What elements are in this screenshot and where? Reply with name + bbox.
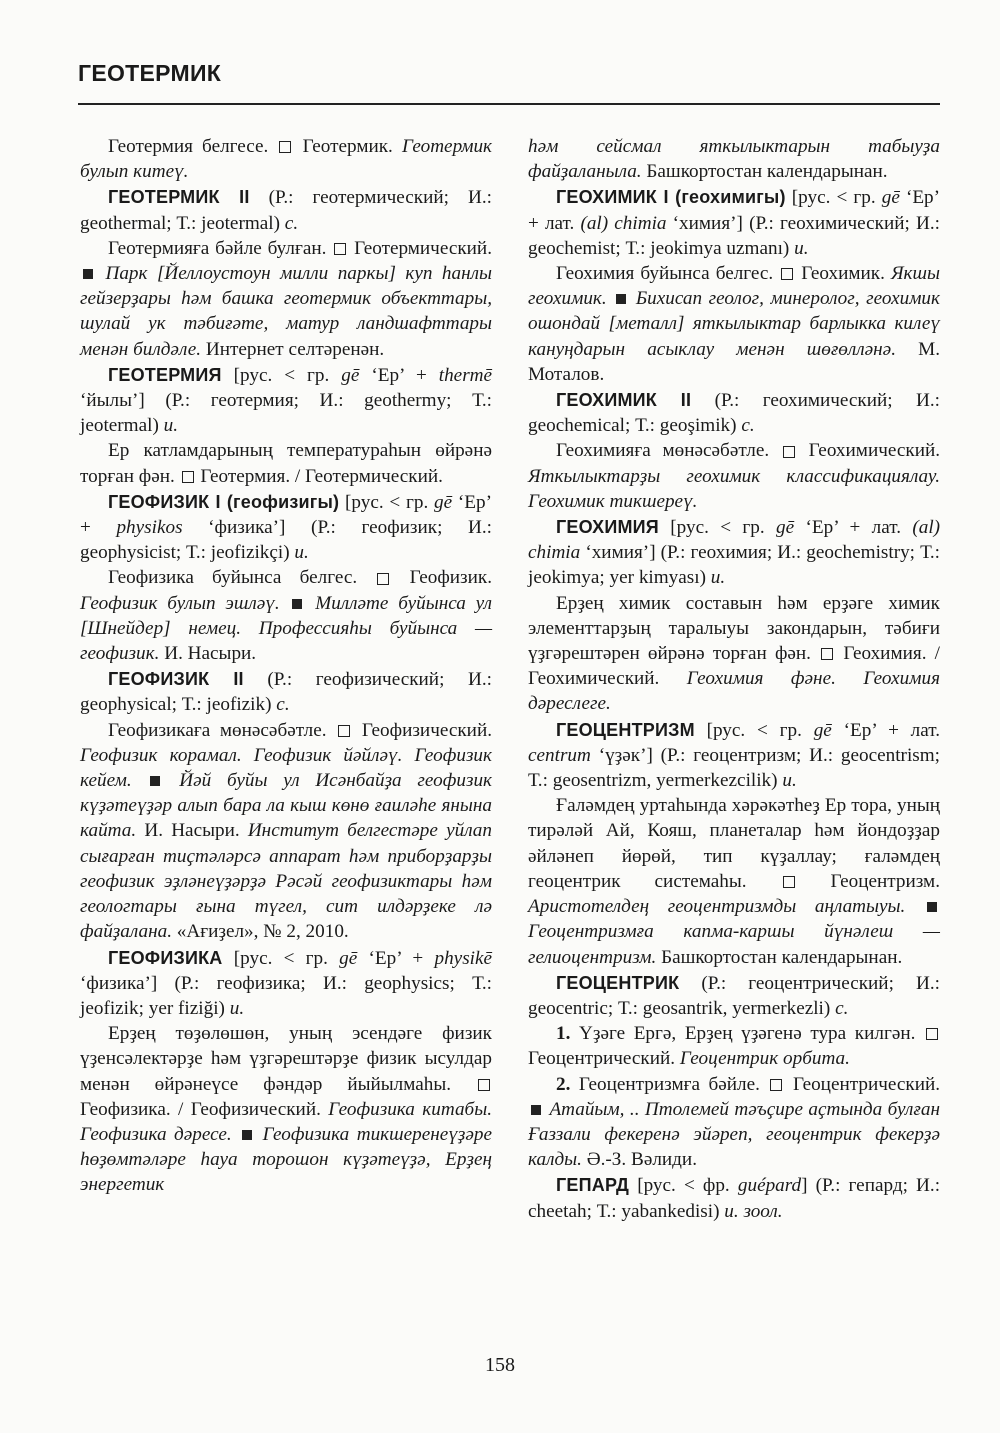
black-square-icon [150,776,160,786]
citation-quote: һәм сейсмал яткылыктарын табыуҙа файҙаланыла. [528,136,940,183]
etymology: [рус. < гр. [791,187,876,209]
headword: ГЕОХИМИК I (геохимигы) [556,187,786,208]
black-square-icon [83,269,93,279]
headword: ГЕОХИМИЯ [556,517,659,538]
white-square-icon [279,141,291,153]
entry-geotermiya-def [80,438,492,488]
etymology: [рус. < гр. [345,491,429,513]
white-square-icon [783,446,795,458]
sense-number: 1. [556,1023,571,1045]
white-square-icon [478,1079,490,1091]
derived-term: Геоцентрический. [528,1048,676,1070]
part-of-speech: и. [294,542,309,564]
definition-text: Геоцентризмға бәйле. [578,1073,760,1095]
white-square-icon [770,1079,782,1091]
usage-example: Яткылыктарҙы геохимик классификациялау. Геохимик тикшереү. [528,465,940,512]
etymon: gē [813,719,832,741]
running-head-title: ГЕОТЕРМИК [78,60,222,86]
entry-geoximiya [528,515,940,591]
entry-geotermik-i-cont [80,134,492,184]
etymon: gē [776,517,795,539]
citation-source: И. Насыри. [144,820,240,842]
headword: ГЕОХИМИК II [556,390,692,411]
black-square-icon [927,902,937,912]
part-of-speech: с. [835,997,849,1019]
usage-example: Геохимия фәне. Геохимия дәреслеге. [528,668,940,715]
citation-quote: Йәй буйы ул Исәнбайҙа геофизик күҙәтеүҙәр алып бара ла кыш көнө ғаиләһе янына кайта. [80,770,493,842]
citation-quote: Милләте буйынса ул [Шнейдер] немец. Профессияһы буйынса — геофизик. [80,592,493,665]
entry-geofizik-ii [80,667,492,717]
white-square-icon [821,648,833,660]
sense-number: 2. [556,1073,571,1095]
definition-text: Геофизикаға мөнәсәбәтле. [108,719,327,741]
entry-geocentrik-sense-1 [528,1021,940,1071]
entry-geofizika [80,946,492,1022]
etymon: gē [881,187,900,209]
etymology: [рус. < гр. [706,719,802,741]
white-square-icon [338,725,350,737]
black-square-icon [242,1130,252,1140]
citation-quote: Атайым, .. Птолемей тәъҫире аҫтында булған Ғаззали фекеренә эйәреп, геоцентрик фекерҙә калды. [528,1098,940,1171]
citation-source: «Ағиҙел», № 2, 2010. [176,921,349,943]
etymon: physikē [434,947,493,969]
derived-term: Геохимик. [801,263,885,285]
definition-text: Ерҙең төҙөлөшөн, уның эсендәге физик үҙенсәлектәрҙе һәм үҙгәрештәрҙе физик ысулдар менән өйрәнеүсе фәндәр йыйылмаһы. [80,1023,492,1095]
equivalents: ] (Р.: гепард; И.: cheetah; Т.: yabankedisi) [528,1175,941,1222]
black-square-icon [292,599,302,609]
equivalents: ‘үҙәк’] (Р.: геоцентризм; И.: geocentrism; Т.: geosentrizm, yermerkezcilik) [528,744,940,792]
etymology: [рус. < гр. [670,517,765,539]
equivalents: (Р.: геохимический; И.: geochemical; Т.: geoşimik) [528,390,940,437]
usage-example: Геофизик булып эшләү. [80,592,280,614]
etymology: ‘Ер’ + [80,491,493,539]
page-number: 158 [485,1354,515,1376]
white-square-icon [783,876,795,888]
etymology: [рус. < гр. [233,947,328,969]
citation-source: М. Моталов. [528,338,941,385]
etymology: ‘Ер’ + лат. [843,719,941,741]
etymology: ‘Ер’ + лат. [528,187,941,234]
etymology: ‘Ер’ + [371,364,427,386]
part-of-speech: и. [782,770,797,792]
definition-text: Геотермияға бәйле булған. [108,237,327,259]
headword: ГЕОТЕРМИК II [108,187,250,208]
entry-geofizik-ii-def [80,718,492,945]
headword: ГЕОЦЕНТРИК [556,972,680,993]
definition-text: Ерҙең химик составын һәм ерҙәге химик элементтарҙың таралыуы закондарын, тәбиғи үҙгәрештәрен өйрәнә торған фән. [528,592,940,665]
etymology: [рус. < фр. [637,1175,730,1197]
equivalents: (Р.: геотермический; И.: geothermal; Т.: jeotermal) [80,187,493,234]
derived-term: Геотермик. [302,136,393,157]
citation-quote: Геофизика тикшеренеүҙәре һөҙөмтәләре һауа торошон күҙәтеүҙә, Ерҙең энергетик [80,1123,492,1196]
white-square-icon [334,243,346,255]
definition-text: Ер катламдарының температураһын өйрәнә торған фән. [80,440,492,487]
part-of-speech: и. [163,415,179,437]
white-square-icon [377,573,389,585]
definition-text: Үҙәге Ергә, Ерҙең үҙәгенә тура килгән. [579,1023,916,1045]
usage-example: Геотермик булып китеү. [80,136,493,183]
entry-geofizik-i-def [80,565,492,666]
equivalents: ‘химия’] (Р.: геохимия; И.: geochemistry; Т.: jeokimya; yer kimyası) [528,542,941,589]
citation-source: Башкортостан календарынан. [646,161,888,183]
etymon: centrum [528,744,591,766]
usage-example: Геоцентрик орбита. [679,1048,850,1070]
etymon: gē [339,947,358,969]
entry-geotermik-ii [80,185,492,235]
derived-term: Геохимия. / Геохимический. [528,643,940,690]
black-square-icon [616,294,626,304]
entry-geotermiya [80,363,492,439]
usage-example: Якшы геохимик. [528,263,941,310]
citation-source: Ә.-З. Вәлиди. [586,1149,698,1171]
entry-geofizik-i [80,490,492,566]
entry-geotermik-ii-def [80,236,492,362]
citation-quote: Геоцентризмға капма-каршы йүнәлеш — гелиоцентризм. [528,921,940,968]
entry-geocentrik [528,971,940,1021]
equivalents: (Р.: геофизический; И.: geophysical; Т.: jeofizik) [80,669,493,716]
citation-source: Башкортостан календарынан. [661,946,903,968]
usage-example: Аристотелдең геоцентризмды аңлатыуы. [528,896,906,918]
entry-geoximik-ii-def [528,438,940,514]
citation-quote: Парк [Йеллоустоун милли паркы] куп һанлы гейзерҙары һәм башка геотермик объекттары, шулай ук тәбиғәте, матур ландшафттары менән билдәле. [80,263,493,360]
definition-text: Геохимияға мөнәсәбәтле. [556,440,770,462]
headword: ГЕОЦЕНТРИЗМ [556,719,695,740]
etymon: physikos [116,517,183,539]
definition-text: Геофизика буйынса белгес. [108,567,358,589]
entry-geoximik-i [528,185,940,261]
part-of-speech: и. [710,567,726,589]
headword: ГЕОФИЗИКА [108,947,223,968]
etymology: ‘Ер’ + лат. [805,517,901,539]
etymon: (al) chimia [580,212,667,234]
left-column [80,133,492,1198]
entry-geoximik-ii [528,388,940,438]
equivalents: (Р.: геоцентрический; И.: geocentric; Т.: geosantrik, yermerkezli) [528,972,940,1019]
part-of-speech: с. [284,212,299,234]
part-of-speech: с. [741,415,755,437]
entry-gepard [528,1173,940,1223]
usage-example: Геофизик корамал. Геофизик йәйләү. Геофизик кейем. [80,744,492,792]
entry-geocentrizm-def [528,793,940,969]
etymon: thermē [438,364,493,386]
etymology: ‘Ер’ + [368,947,424,969]
citation-source: И. Насыри. [164,643,257,665]
equivalents: ‘химия’] (Р.: геохимический; И.: geochemist; Т.: jeokimya uzmanı) [528,212,940,259]
equivalents: ‘физика’] (Р.: геофизик; И.: geophysicist; Т.: jeofizikçi) [80,517,493,564]
part-of-speech: и. зоол. [724,1200,783,1222]
usage-example: Геофизика китабы. Геофизика дәресе. [80,1098,492,1145]
equivalents: ‘физика’] (Р.: геофизика; И.: geophysics; Т.: jeofizik; yer fiziği) [80,972,492,1019]
entry-geocentrizm [528,718,940,794]
part-of-speech: и. [229,997,245,1019]
headword: ГЕПАРД [556,1175,630,1196]
header-rule [78,103,940,105]
headword: ГЕОФИЗИК II [108,669,244,690]
derived-term: Геоцентризм. [830,870,940,892]
definition-text: Ғаләмдең уртаһында хәрәкәтһеҙ Ер тора, уның тирәләй Ай, Кояш, планеталар һәм йондоҙҙар әйләнеп йөрөй, тип күҙаллау; ғаләмдең геоцентрик системаһы. [528,795,940,892]
etymon: guépard [737,1175,802,1197]
entry-geoximik-i-def [528,261,940,387]
right-column [528,133,940,1224]
citation-quote: Бихисап геолог, минеролог, геохимик ошондай [металл] яткылыктар барлыкка килеү кануңдарын асыклау менән шөғөлләнә. [528,288,941,360]
part-of-speech: и. [794,237,809,259]
derived-term: Геофизический. [361,719,493,741]
headword: ГЕОФИЗИК I (геофизигы) [108,491,340,512]
headword: ГЕОТЕРМИЯ [108,364,222,385]
white-square-icon [781,268,793,280]
entry-geocentrik-sense-2 [528,1072,940,1173]
etymon: (al) chimia [528,517,941,564]
definition-text: Геохимия буйынса белгес. [556,263,774,285]
page-header [78,60,940,87]
black-square-icon [531,1105,541,1115]
entry-geoximiya-def [528,591,940,717]
etymon: gē [341,364,360,386]
derived-term: Геотермия. / Геотермический. [200,465,443,487]
citation-source: Интернет селтәренән. [205,338,385,360]
entry-geofizika-cont [528,134,940,184]
entry-geofizika-def [80,1021,492,1197]
white-square-icon [182,471,194,483]
etymon: gē [434,491,453,513]
derived-term: Геотермический. [354,237,492,259]
part-of-speech: с. [276,694,290,716]
derived-term: Геофизика. / Геофизический. [80,1098,321,1120]
white-square-icon [926,1028,938,1040]
derived-term: Геоцентрический. [792,1073,941,1095]
derived-term: Геофизик. [409,567,493,589]
citation-quote: Институт белгестәре уйлап сығарған тиҫтәләрсә аппарат һәм приборҙарҙы геофизик эҙләнеүҙәрҙә Рәсәй геофизиктары һәм геологтары ғына түгел, сит илдәрҙеке лә файҙалана. [80,820,492,943]
equivalents: ‘йылы’] (Р.: геотермия; И.: geothermy; Т.: jeotermal) [80,390,492,437]
definition-text: Геотермия белгесе. [108,136,269,157]
derived-term: Геохимический. [808,440,941,462]
etymology: [рус. < гр. [233,364,330,386]
